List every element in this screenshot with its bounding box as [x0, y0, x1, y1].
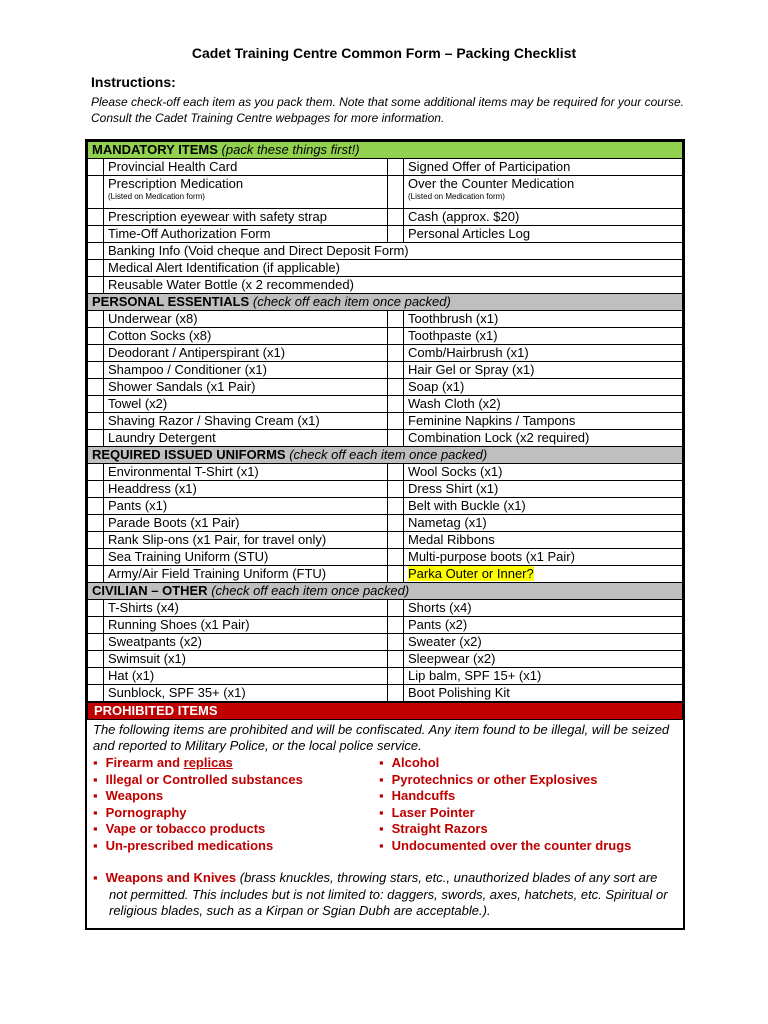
- item-label: Headdress (x1): [104, 481, 388, 498]
- item-label: Swimsuit (x1): [104, 651, 388, 668]
- checkbox[interactable]: [88, 413, 104, 430]
- checklist-row: [88, 566, 683, 583]
- checkbox[interactable]: [388, 634, 404, 651]
- item-label: Reusable Water Bottle (x 2 recommended): [104, 277, 683, 294]
- checkbox[interactable]: [388, 515, 404, 532]
- checklist-row: [88, 226, 683, 243]
- checkbox[interactable]: [388, 651, 404, 668]
- section-note: (check off each item once packed): [252, 294, 451, 309]
- checkbox[interactable]: [88, 617, 104, 634]
- checklist-row: [88, 430, 683, 447]
- checkbox[interactable]: [88, 464, 104, 481]
- item-label: Sea Training Uniform (STU): [104, 549, 388, 566]
- item-label: Wash Cloth (x2): [404, 396, 683, 413]
- checklist-row: [88, 634, 683, 651]
- item-subnote: (Listed on Medication form): [408, 192, 505, 201]
- item-label: Soap (x1): [404, 379, 683, 396]
- item-label: Dress Shirt (x1): [404, 481, 683, 498]
- checklist-row: [88, 328, 683, 345]
- item-label: Signed Offer of Participation: [404, 159, 683, 176]
- checkbox[interactable]: [88, 379, 104, 396]
- highlighted-item: Parka Outer or Inner?: [408, 566, 534, 581]
- prohibited-item: ▪ Weapons: [93, 788, 379, 805]
- item-label: Wool Socks (x1): [404, 464, 683, 481]
- checklist-row: [88, 277, 683, 294]
- checkbox[interactable]: [88, 362, 104, 379]
- checkbox[interactable]: [88, 532, 104, 549]
- prohibited-item: ▪ Alcohol: [379, 755, 631, 772]
- checklist-row: [88, 311, 683, 328]
- item-label: Shower Sandals (x1 Pair): [104, 379, 388, 396]
- item-label: Personal Articles Log: [404, 226, 683, 243]
- section-header-uniforms: [88, 447, 683, 464]
- prohibited-list-right: [379, 755, 631, 854]
- checkbox[interactable]: [88, 226, 104, 243]
- section-title: PERSONAL ESSENTIALS: [92, 294, 250, 309]
- checkbox[interactable]: [88, 600, 104, 617]
- checkbox[interactable]: [388, 226, 404, 243]
- section-note: (check off each item once packed): [289, 447, 488, 462]
- item-label: Nametag (x1): [404, 515, 683, 532]
- item-label: Hair Gel or Spray (x1): [404, 362, 683, 379]
- prohibited-section: [87, 720, 683, 928]
- checklist-row: [88, 176, 683, 209]
- checklist-row: [88, 159, 683, 176]
- prohibited-item: ▪ Pornography: [93, 805, 379, 822]
- item-label: T-Shirts (x4): [104, 600, 388, 617]
- checkbox[interactable]: [388, 396, 404, 413]
- checkbox[interactable]: [388, 379, 404, 396]
- item-label: Belt with Buckle (x1): [404, 498, 683, 515]
- checklist-table: [87, 141, 683, 702]
- prohibited-item: ▪ Firearm and replicas: [93, 755, 379, 772]
- item-label: Running Shoes (x1 Pair): [104, 617, 388, 634]
- checklist-row: [88, 413, 683, 430]
- checkbox[interactable]: [88, 685, 104, 702]
- checkbox[interactable]: [88, 159, 104, 176]
- checkbox[interactable]: [388, 159, 404, 176]
- checklist-row: [88, 498, 683, 515]
- section-title: MANDATORY ITEMS: [92, 142, 218, 157]
- checklist-row: [88, 209, 683, 226]
- checkbox[interactable]: [88, 651, 104, 668]
- prohibited-item: ▪ Undocumented over the counter drugs: [379, 838, 631, 855]
- weapons-knives-note: ▪ Weapons and Knives (brass knuckles, throwing stars, etc., unauthorized blades of any sort are not permitted. This includes but is not limited to: daggers, swords, axes, hatchets, etc. Spiritual or religious blades, such as a Kirpan or Sgian Dubh are acceptable.).: [93, 870, 677, 920]
- item-subnote: (Listed on Medication form): [108, 192, 205, 201]
- item-label: Provincial Health Card: [104, 159, 388, 176]
- item-label: Toothpaste (x1): [404, 328, 683, 345]
- checkbox[interactable]: [88, 515, 104, 532]
- checklist-row: [88, 362, 683, 379]
- section-note: (pack these things first!): [221, 142, 360, 157]
- item-label: Pants (x2): [404, 617, 683, 634]
- item-label: Multi-purpose boots (x1 Pair): [404, 549, 683, 566]
- instructions-heading: Instructions:: [91, 74, 176, 90]
- item-label: [404, 566, 683, 583]
- section-header-mandatory: [88, 142, 683, 159]
- item-label: Pants (x1): [104, 498, 388, 515]
- checkbox[interactable]: [88, 396, 104, 413]
- page-title: Cadet Training Centre Common Form – Packing Checklist: [191, 45, 577, 61]
- item-label: Sunblock, SPF 35+ (x1): [104, 685, 388, 702]
- checkbox[interactable]: [88, 328, 104, 345]
- section-header-prohibited: [88, 703, 683, 720]
- checklist-row: [88, 345, 683, 362]
- prohibited-item: ▪ Pyrotechnics or other Explosives: [379, 772, 631, 789]
- item-label: Banking Info (Void cheque and Direct Deposit Form): [104, 243, 683, 260]
- checkbox[interactable]: [388, 345, 404, 362]
- item-label: Prescription eyewear with safety strap: [104, 209, 388, 226]
- checkbox[interactable]: [388, 464, 404, 481]
- item-label: Cotton Socks (x8): [104, 328, 388, 345]
- checkbox[interactable]: [388, 328, 404, 345]
- item-label: Army/Air Field Training Uniform (FTU): [104, 566, 388, 583]
- checkbox[interactable]: [88, 260, 104, 277]
- item-label: Sweater (x2): [404, 634, 683, 651]
- checkbox[interactable]: [388, 668, 404, 685]
- checkbox[interactable]: [88, 634, 104, 651]
- checklist-row: [88, 549, 683, 566]
- checkbox[interactable]: [388, 549, 404, 566]
- item-label: Shaving Razor / Shaving Cream (x1): [104, 413, 388, 430]
- item-label: Combination Lock (x2 required): [404, 430, 683, 447]
- checkbox[interactable]: [88, 498, 104, 515]
- checkbox[interactable]: [388, 176, 404, 209]
- item-label: Environmental T-Shirt (x1): [104, 464, 388, 481]
- prohibited-item: ▪ Handcuffs: [379, 788, 631, 805]
- checklist-row: [88, 396, 683, 413]
- item-label: Towel (x2): [104, 396, 388, 413]
- checklist-row: [88, 515, 683, 532]
- checkbox[interactable]: [88, 345, 104, 362]
- item-label: Laundry Detergent: [104, 430, 388, 447]
- item-label: Hat (x1): [104, 668, 388, 685]
- section-header-personal: [88, 294, 683, 311]
- checklist-row: [88, 668, 683, 685]
- checkbox[interactable]: [88, 566, 104, 583]
- checkbox[interactable]: [88, 549, 104, 566]
- item-label: Cash (approx. $20): [404, 209, 683, 226]
- section-note: (check off each item once packed): [211, 583, 410, 598]
- item-label: Rank Slip-ons (x1 Pair, for travel only): [104, 532, 388, 549]
- checkbox[interactable]: [388, 498, 404, 515]
- checkbox[interactable]: [88, 209, 104, 226]
- checklist-row: [88, 685, 683, 702]
- section-header-civilian: [88, 583, 683, 600]
- checkbox[interactable]: [388, 481, 404, 498]
- item-label: Boot Polishing Kit: [404, 685, 683, 702]
- prohibited-item: ▪ Vape or tobacco products: [93, 821, 379, 838]
- checkbox[interactable]: [388, 430, 404, 447]
- checkbox[interactable]: [88, 176, 104, 209]
- item-label: Lip balm, SPF 15+ (x1): [404, 668, 683, 685]
- checklist-row: [88, 651, 683, 668]
- checklist-row: [88, 243, 683, 260]
- item-label: Comb/Hairbrush (x1): [404, 345, 683, 362]
- checkbox[interactable]: [388, 566, 404, 583]
- section-title: CIVILIAN – OTHER: [92, 583, 208, 598]
- checklist-row: [88, 600, 683, 617]
- checklist-row: [88, 464, 683, 481]
- checklist-row: [88, 260, 683, 277]
- checkbox[interactable]: [88, 668, 104, 685]
- checklist-row: [88, 379, 683, 396]
- item-label: Deodorant / Antiperspirant (x1): [104, 345, 388, 362]
- checkbox[interactable]: [88, 481, 104, 498]
- item-label: Underwear (x8): [104, 311, 388, 328]
- checkbox[interactable]: [388, 685, 404, 702]
- section-title: PROHIBITED ITEMS: [94, 703, 218, 718]
- checklist-row: [88, 617, 683, 634]
- checklist-row: [88, 532, 683, 549]
- checkbox[interactable]: [388, 617, 404, 634]
- checkbox[interactable]: [388, 600, 404, 617]
- checkbox[interactable]: [388, 209, 404, 226]
- instructions-text: Please check-off each item as you pack them. Note that some additional items may be required for your course. Consult the Cadet Training Centre webpages for more information.: [91, 95, 684, 125]
- checkbox[interactable]: [88, 430, 104, 447]
- checkbox[interactable]: [88, 311, 104, 328]
- prohibited-item: ▪ Un-prescribed medications: [93, 838, 379, 855]
- item-label: Sleepwear (x2): [404, 651, 683, 668]
- checkbox[interactable]: [388, 532, 404, 549]
- item-label: Time-Off Authorization Form: [104, 226, 388, 243]
- checkbox[interactable]: [88, 243, 104, 260]
- prohibited-list-left: [93, 755, 379, 854]
- item-label: Feminine Napkins / Tampons: [404, 413, 683, 430]
- item-label: Medical Alert Identification (if applicable): [104, 260, 683, 277]
- checkbox[interactable]: [388, 362, 404, 379]
- item-label: Over the Counter Medication (Listed on Medication form): [404, 176, 683, 209]
- prohibited-item: ▪ Illegal or Controlled substances: [93, 772, 379, 789]
- packing-checklist: [85, 139, 685, 930]
- checkbox[interactable]: [388, 311, 404, 328]
- replicas-link-text: replicas: [183, 755, 233, 770]
- item-label: Shorts (x4): [404, 600, 683, 617]
- checkbox[interactable]: [388, 413, 404, 430]
- item-label: Shampoo / Conditioner (x1): [104, 362, 388, 379]
- item-label: Sweatpants (x2): [104, 634, 388, 651]
- checklist-row: [88, 481, 683, 498]
- prohibited-item: ▪ Straight Razors: [379, 821, 631, 838]
- item-label: Medal Ribbons: [404, 532, 683, 549]
- prohibited-intro: The following items are prohibited and will be confiscated. Any item found to be illegal, will be seized and reported to Military Police, or the local police service.: [93, 722, 670, 753]
- prohibited-item: ▪ Laser Pointer: [379, 805, 631, 822]
- checkbox[interactable]: [88, 277, 104, 294]
- item-label: Prescription Medication (Listed on Medication form): [104, 176, 388, 209]
- item-label: Toothbrush (x1): [404, 311, 683, 328]
- section-title: REQUIRED ISSUED UNIFORMS: [92, 447, 286, 462]
- item-label: Parade Boots (x1 Pair): [104, 515, 388, 532]
